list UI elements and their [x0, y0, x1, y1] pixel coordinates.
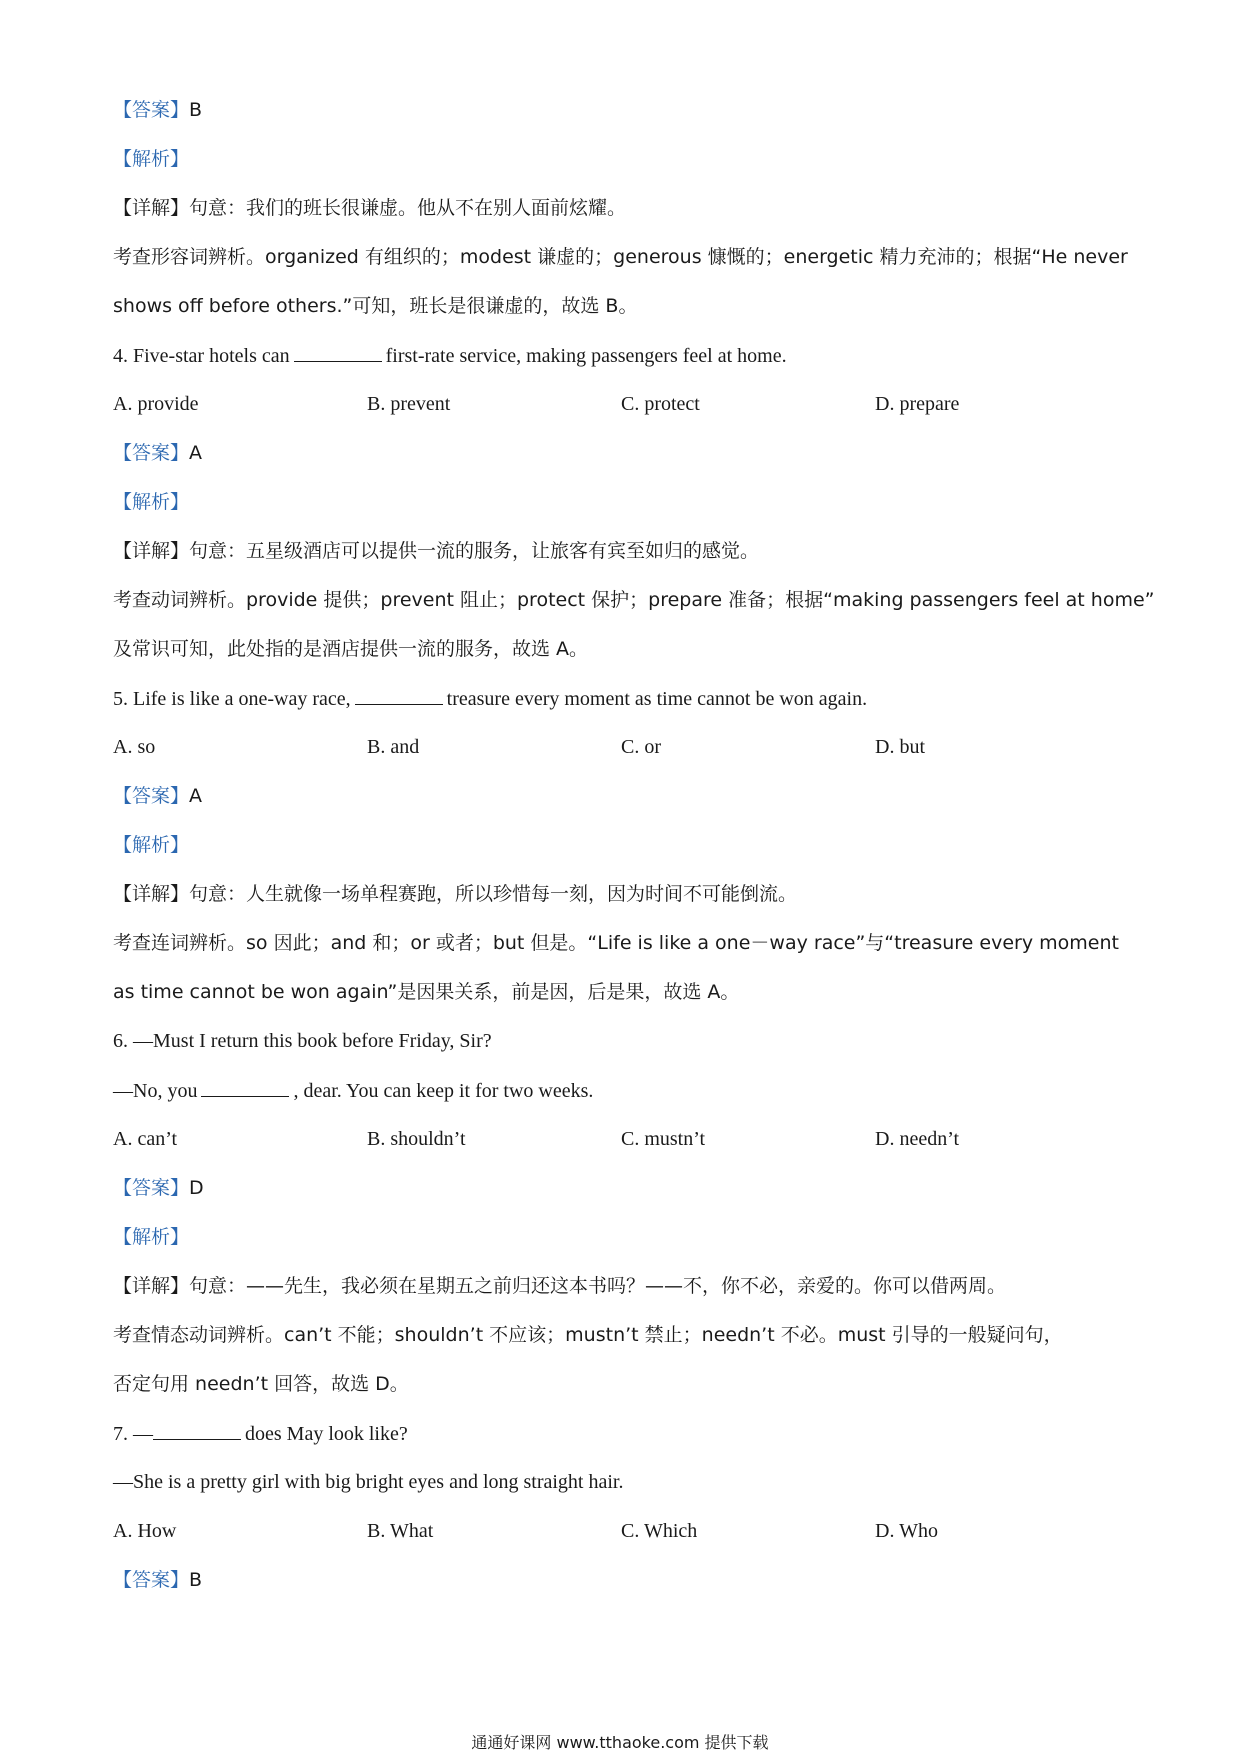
answer-line: 【答案】B [113, 1569, 203, 1591]
option-c: C. mustn’t [621, 1128, 706, 1150]
answer-blank [201, 1078, 289, 1097]
explanation-line: 考查动词辨析。provide 提供；prevent 阻止；protect 保护；prepare 准备；根据“making passengers feel at home” [113, 589, 1155, 611]
question-stem: 6. —Must I return this book before Friday, Sir? [113, 1030, 492, 1052]
option-c: C. protect [621, 393, 700, 415]
answer-blank [153, 1421, 241, 1440]
explanation-line: 及常识可知，此处指的是酒店提供一流的服务，故选 A。 [113, 638, 589, 660]
explanation-line: as time cannot be won again”是因果关系，前是因，后是果，故选 A。 [113, 981, 740, 1003]
option-a: A. so [113, 736, 156, 758]
analysis-heading: 【解析】 [113, 834, 190, 856]
answer-line: 【答案】A [113, 785, 203, 807]
explanation-line: 考查情态动词辨析。can’t 不能；shouldn’t 不应该；mustn’t 禁止；needn’t 不必。must 引导的一般疑问句， [113, 1324, 1063, 1346]
question-stem: —No, you , dear. You can keep it for two weeks. [113, 1080, 594, 1102]
answer-line: 【答案】D [113, 1177, 204, 1199]
document-page [113, 98, 1155, 1617]
analysis-heading: 【解析】 [113, 1226, 190, 1248]
detail-line: 【详解】句意：——先生，我必须在星期五之前归还这本书吗？——不，你不必，亲爱的。你可以借两周。 [113, 1275, 1007, 1297]
options-row [113, 735, 1143, 784]
explanation-line: 考查连词辨析。so 因此；and 和；or 或者；but 但是。“Life is like a one－way race”与“treasure every moment [113, 932, 1119, 954]
options-row [113, 1127, 1143, 1176]
option-b: B. shouldn’t [367, 1128, 466, 1150]
option-b: B. and [367, 736, 420, 758]
answer-blank [294, 343, 382, 362]
question-stem: 4. Five-star hotels can first-rate service, making passengers feel at home. [113, 345, 787, 367]
explanation-line: 考查形容词辨析。organized 有组织的；modest 谦虚的；generous 慷慨的；energetic 精力充沛的；根据“He never [113, 246, 1128, 268]
page-footer: 通通好课网 www.tthaoke.com 提供下载 [471, 1733, 769, 1752]
question-stem: —She is a pretty girl with big bright eyes and long straight hair. [113, 1471, 624, 1493]
answer-line: 【答案】B [113, 99, 203, 121]
option-d: D. needn’t [875, 1128, 960, 1150]
option-d: D. prepare [875, 393, 960, 415]
question-stem: 5. Life is like a one-way race, treasure every moment as time cannot be won again. [113, 688, 868, 710]
answer-value: B [189, 1569, 203, 1591]
detail-line: 【详解】句意：五星级酒店可以提供一流的服务，让旅客有宾至如归的感觉。 [113, 540, 760, 562]
answer-value: B [189, 99, 203, 121]
option-b: B. prevent [367, 393, 451, 415]
option-d: D. Who [875, 1520, 938, 1542]
option-b: B. What [367, 1520, 434, 1542]
answer-value: A [189, 442, 203, 464]
options-row [113, 392, 1143, 441]
options-row [113, 1519, 1143, 1568]
detail-line: 【详解】句意：我们的班长很谦虚。他从不在别人面前炫耀。 [113, 197, 627, 219]
option-a: A. How [113, 1520, 177, 1542]
answer-line: 【答案】A [113, 442, 203, 464]
explanation-line: 否定句用 needn’t 回答，故选 D。 [113, 1373, 409, 1395]
answer-value: D [189, 1177, 204, 1199]
option-a: A. provide [113, 393, 199, 415]
answer-blank [355, 686, 443, 705]
answer-value: A [189, 785, 203, 807]
explanation-line: shows off before others.”可知，班长是很谦虚的，故选 B。 [113, 295, 638, 317]
option-a: A. can’t [113, 1128, 178, 1150]
analysis-heading: 【解析】 [113, 491, 190, 513]
analysis-heading: 【解析】 [113, 148, 190, 170]
question-stem: 7. — does May look like? [113, 1423, 408, 1445]
option-d: D. but [875, 736, 925, 758]
detail-line: 【详解】句意：人生就像一场单程赛跑，所以珍惜每一刻，因为时间不可能倒流。 [113, 883, 798, 905]
option-c: C. or [621, 736, 661, 758]
option-c: C. Which [621, 1520, 698, 1542]
